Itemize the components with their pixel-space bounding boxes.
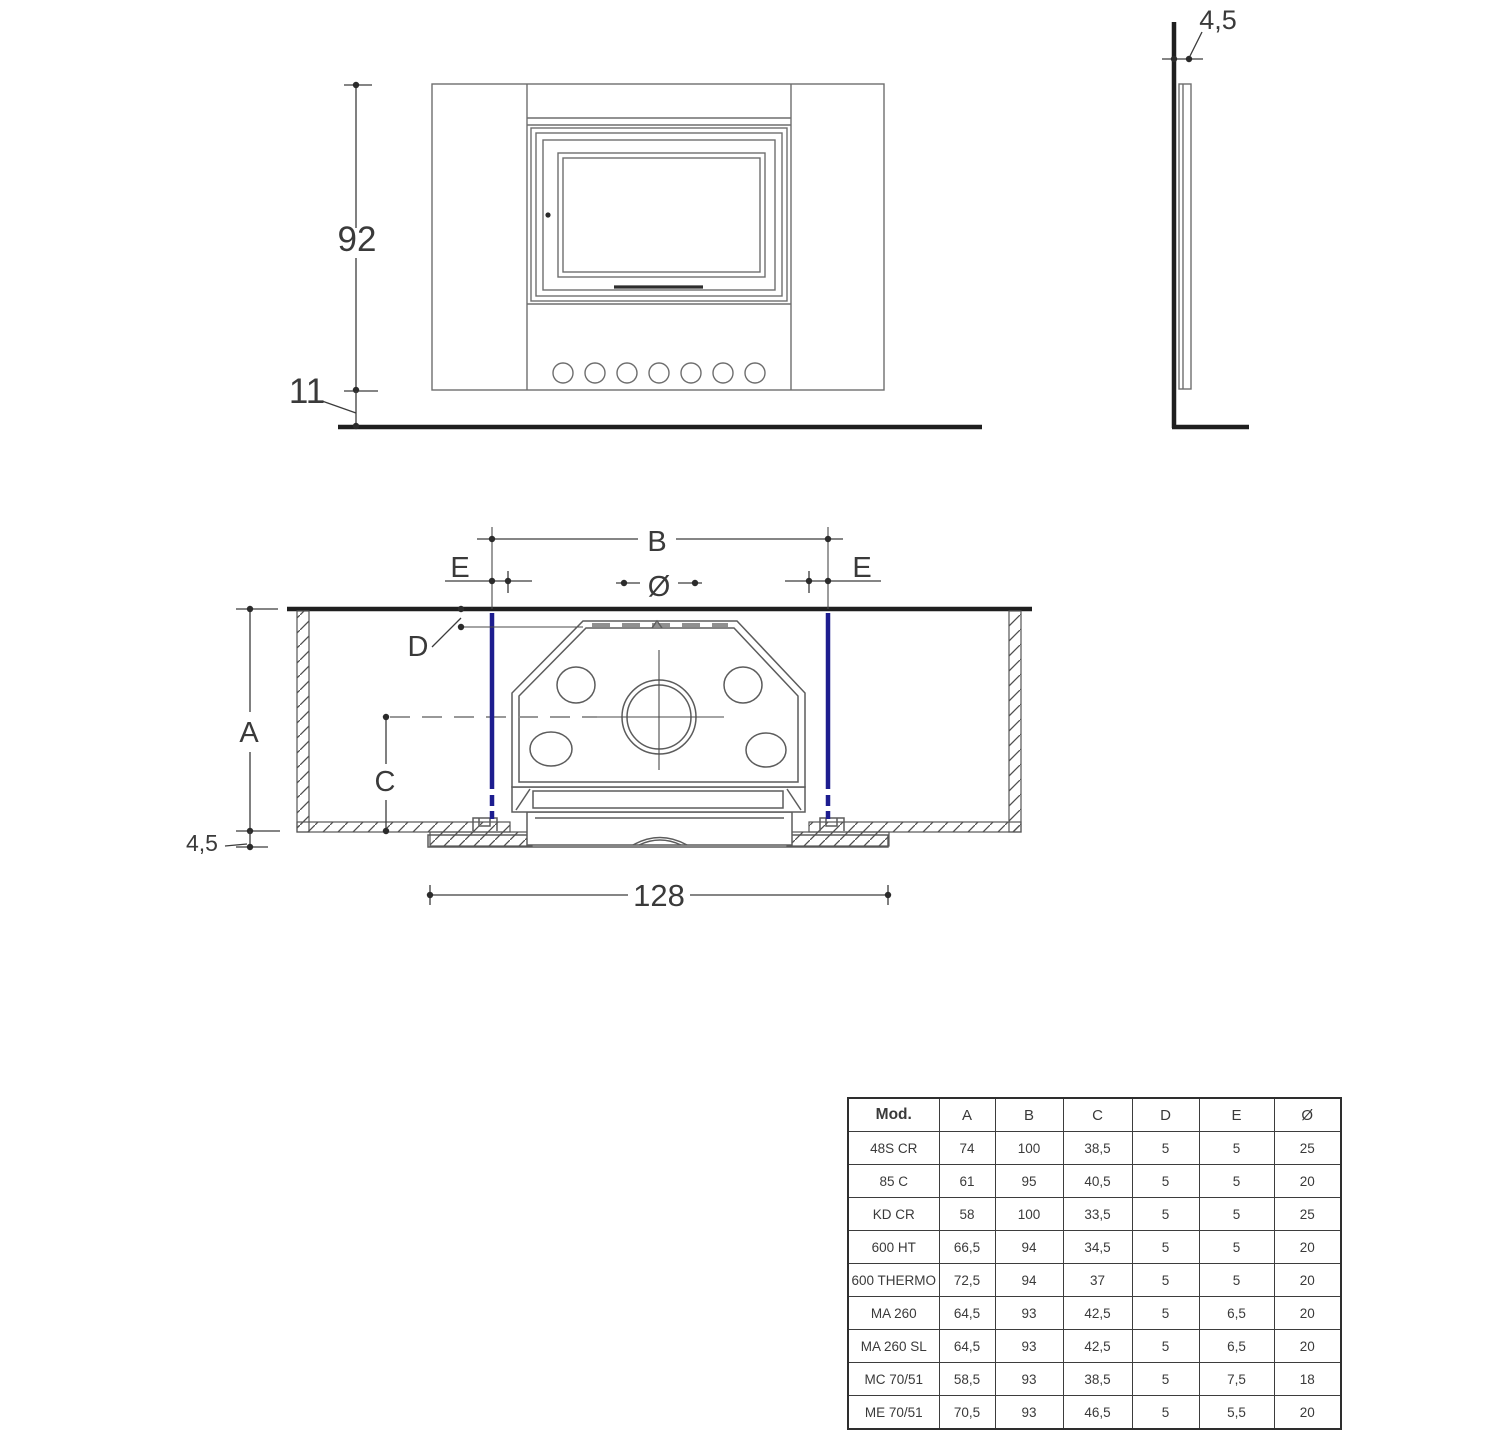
table-header-cell: A bbox=[939, 1098, 995, 1132]
e-left-label: E bbox=[450, 552, 470, 584]
front-view bbox=[289, 82, 982, 429]
door-hinge-dot bbox=[545, 212, 550, 217]
value-cell: 46,5 bbox=[1063, 1396, 1132, 1430]
table-row bbox=[848, 1231, 1341, 1264]
model-cell: 600 HT bbox=[848, 1231, 939, 1264]
value-cell: 5 bbox=[1132, 1132, 1199, 1165]
model-cell: MA 260 SL bbox=[848, 1330, 939, 1363]
dimension-plate-thickness bbox=[186, 830, 268, 856]
value-cell: 18 bbox=[1274, 1363, 1341, 1396]
panel-thickness-label: 4,5 bbox=[1199, 5, 1237, 35]
table-header-cell: D bbox=[1132, 1098, 1199, 1132]
table-header-cell: Ø bbox=[1274, 1098, 1341, 1132]
value-cell: 20 bbox=[1274, 1396, 1341, 1430]
table-row bbox=[848, 1264, 1341, 1297]
table-header-cell: Mod. bbox=[848, 1098, 939, 1132]
value-cell: 66,5 bbox=[939, 1231, 995, 1264]
value-cell: 100 bbox=[995, 1198, 1063, 1231]
value-cell: 94 bbox=[995, 1264, 1063, 1297]
table-row bbox=[848, 1165, 1341, 1198]
spec-table bbox=[847, 1097, 1342, 1430]
table-header-cell: B bbox=[995, 1098, 1063, 1132]
panel-profile bbox=[1179, 84, 1191, 389]
value-cell: 5 bbox=[1199, 1198, 1274, 1231]
value-cell: 25 bbox=[1274, 1132, 1341, 1165]
c-label: C bbox=[374, 766, 396, 798]
value-cell: 64,5 bbox=[939, 1330, 995, 1363]
value-cell: 5 bbox=[1199, 1231, 1274, 1264]
model-cell: KD CR bbox=[848, 1198, 939, 1231]
value-cell: 20 bbox=[1274, 1231, 1341, 1264]
table-header-row bbox=[848, 1098, 1341, 1132]
dimension-e-left bbox=[445, 552, 532, 593]
width-label: 128 bbox=[633, 878, 685, 913]
value-cell: 33,5 bbox=[1063, 1198, 1132, 1231]
value-cell: 5 bbox=[1132, 1297, 1199, 1330]
value-cell: 5 bbox=[1199, 1264, 1274, 1297]
value-cell: 72,5 bbox=[939, 1264, 995, 1297]
plan-view bbox=[186, 526, 1032, 913]
value-cell: 93 bbox=[995, 1330, 1063, 1363]
value-cell: 40,5 bbox=[1063, 1165, 1132, 1198]
table-header-cell: C bbox=[1063, 1098, 1132, 1132]
value-cell: 5 bbox=[1132, 1396, 1199, 1430]
dimension-diameter bbox=[616, 571, 702, 603]
b-label: B bbox=[647, 526, 667, 558]
value-cell: 20 bbox=[1274, 1297, 1341, 1330]
value-cell: 34,5 bbox=[1063, 1231, 1132, 1264]
dimension-width bbox=[427, 878, 891, 913]
value-cell: 58 bbox=[939, 1198, 995, 1231]
diameter-label: Ø bbox=[647, 571, 671, 603]
value-cell: 5 bbox=[1199, 1165, 1274, 1198]
dimension-plinth bbox=[289, 372, 359, 429]
left-wall-section bbox=[297, 611, 309, 832]
dimension-height bbox=[338, 82, 378, 393]
value-cell: 100 bbox=[995, 1132, 1063, 1165]
right-bracket-plate bbox=[787, 832, 889, 846]
plinth-label: 11 bbox=[288, 372, 326, 411]
model-cell: MC 70/51 bbox=[848, 1363, 939, 1396]
value-cell: 7,5 bbox=[1199, 1363, 1274, 1396]
table-row bbox=[848, 1330, 1341, 1363]
value-cell: 61 bbox=[939, 1165, 995, 1198]
value-cell: 38,5 bbox=[1063, 1363, 1132, 1396]
dimension-a bbox=[236, 606, 280, 834]
value-cell: 5 bbox=[1132, 1198, 1199, 1231]
model-cell: ME 70/51 bbox=[848, 1396, 939, 1430]
table-row bbox=[848, 1396, 1341, 1430]
value-cell: 5 bbox=[1199, 1132, 1274, 1165]
dimension-e-right bbox=[785, 552, 881, 593]
value-cell: 25 bbox=[1274, 1198, 1341, 1231]
right-bottom-wall bbox=[809, 822, 1021, 832]
left-bracket-plate bbox=[430, 832, 532, 846]
value-cell: 20 bbox=[1274, 1165, 1341, 1198]
value-cell: 95 bbox=[995, 1165, 1063, 1198]
value-cell: 93 bbox=[995, 1396, 1063, 1430]
value-cell: 5 bbox=[1132, 1264, 1199, 1297]
value-cell: 94 bbox=[995, 1231, 1063, 1264]
model-cell: 85 C bbox=[848, 1165, 939, 1198]
value-cell: 93 bbox=[995, 1297, 1063, 1330]
height-label: 92 bbox=[337, 220, 377, 259]
left-bottom-wall bbox=[297, 822, 510, 832]
model-cell: 48S CR bbox=[848, 1132, 939, 1165]
value-cell: 5 bbox=[1132, 1363, 1199, 1396]
a-label: A bbox=[239, 717, 259, 749]
value-cell: 42,5 bbox=[1063, 1297, 1132, 1330]
value-cell: 5 bbox=[1132, 1330, 1199, 1363]
table-row bbox=[848, 1297, 1341, 1330]
value-cell: 5 bbox=[1132, 1165, 1199, 1198]
table-row bbox=[848, 1363, 1341, 1396]
value-cell: 20 bbox=[1274, 1264, 1341, 1297]
value-cell: 37 bbox=[1063, 1264, 1132, 1297]
value-cell: 70,5 bbox=[939, 1396, 995, 1430]
value-cell: 38,5 bbox=[1063, 1132, 1132, 1165]
value-cell: 6,5 bbox=[1199, 1330, 1274, 1363]
d-label: D bbox=[407, 631, 429, 663]
value-cell: 93 bbox=[995, 1363, 1063, 1396]
side-view bbox=[1162, 5, 1249, 428]
value-cell: 58,5 bbox=[939, 1363, 995, 1396]
fireplace-outline bbox=[432, 84, 884, 390]
table-row bbox=[848, 1132, 1341, 1165]
table-row bbox=[848, 1198, 1341, 1231]
value-cell: 42,5 bbox=[1063, 1330, 1132, 1363]
value-cell: 20 bbox=[1274, 1330, 1341, 1363]
value-cell: 64,5 bbox=[939, 1297, 995, 1330]
value-cell: 5 bbox=[1132, 1231, 1199, 1264]
model-cell: MA 260 bbox=[848, 1297, 939, 1330]
right-wall-section bbox=[1009, 611, 1021, 832]
value-cell: 5,5 bbox=[1199, 1396, 1274, 1430]
model-cell: 600 THERMO bbox=[848, 1264, 939, 1297]
plate-thickness-label: 4,5 bbox=[186, 830, 218, 856]
dimension-c bbox=[375, 714, 396, 834]
table-header-cell: E bbox=[1199, 1098, 1274, 1132]
value-cell: 6,5 bbox=[1199, 1297, 1274, 1330]
value-cell: 74 bbox=[939, 1132, 995, 1165]
e-right-label: E bbox=[852, 552, 872, 584]
